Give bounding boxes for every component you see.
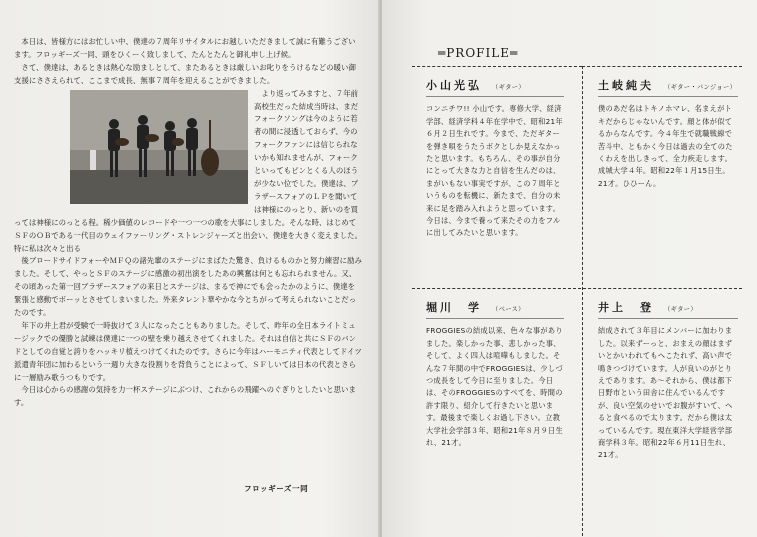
member-bio: コンニチワ!! 小山です。専修大学、経済学部、経済学科４年在学中で、昭和21年６月２日生れです。今まで、ただギターを弾き唄をうたうボクとしか見えなかったと思います。もちろん、その事が自分にとって大きな力と自信を生んだのは、まがいもない事実ですが、この７周年というものを転機に、新たまで、自分の未来に足を踏み入れようと思っています。今日は、今まで養って来たその力をフルに出してみたいと思います。 — [426, 104, 563, 238]
member-profile — [426, 80, 564, 240]
member-bio: 結成されて３年目にメンバーに加わりました。以来ずーっと、おまえの顔はまずいとかいわれてもへこたれず、高い声で鳴きつづけています。人が良いのがとりえであります。あ～それから、僕は都下日野市という田舎に住んでいるんですが、良い空気のせいでお腹がすいて、へると食べるので太ります。だから僕は太っているんです。現在東洋大学経営学部商学科３年。昭和22年６月11日生れ、21才。 — [598, 326, 733, 460]
member-name: 井上 登 — [598, 301, 654, 314]
profile-heading: ═PROFILE═ — [438, 46, 519, 60]
member-role: （ギター・バンジョー） — [664, 84, 737, 91]
band-photo — [70, 90, 248, 204]
member-role: （ギター） — [664, 306, 697, 313]
member-profile — [426, 302, 564, 449]
member-bio: 僕のあだ名はトキノホマレ、名まえがトキだからじゃないんです。顔と体が似てるからなんです。今４年生で就職戦線で苦斗中、ともかく今日は過去の全てのたくわえを出しきって、全力疾走します。成城大学４年。昭和22年１月15日生。21才。ひひーん。 — [598, 104, 733, 188]
right-page — [382, 0, 757, 537]
member-name: 土岐純夫 — [598, 79, 654, 92]
letter-paragraph: 本日は、皆様方にはお忙しい中、僕達の７周年リサイタルにお越しいただきまして誠に有難うございます。フロッギーズ一同、頭をひくーく致しまして、たんとたんと御礼申し上げ候。 — [14, 37, 356, 59]
letter-paragraph: さて、僕達は、あるときは熱心な励ましとして、またあるときは厳しいお叱りをうけるなどの暖い御支援にささえられて、ここまで成長、無事７周年を迎えることができました。 — [14, 62, 356, 85]
divider — [412, 66, 582, 67]
member-name: 小山光弘 — [426, 79, 482, 92]
letter-paragraph: より返ってみますと、７年前高校生だった結成当時は、まだフォークソングは今のように若者の間に浸透しておらず、今のフォークファンには信じられないかも知れませんが、フォークといってもピンとくる人のほうが少ない位でした。僕達は、ブラザースフォアのＬＰを聞いては神様にのっとり、新いのを買っては神様にのっとる程。稀少価値のレコードや一つ一つの歌を大事にしました。そんな時、はじめてＳＦのＯＢである一代目のウェイファーリング・ストレンジャーズと出会い、僕達を大きく変えました。特に私は次々と出る — [14, 88, 363, 253]
member-name: 堀川 学 — [426, 301, 482, 314]
letter-signature: フロッギーズ一同 — [244, 484, 309, 493]
letter-paragraph: 年下の井上君が受験で一時抜けて３人になったこともありました。そして、昨年の全日本ライトミュージックでの優勝と試練は僕達に一つの壁を乗り越えさせてくれました。それは自信と共にＳＦのバンドとしての自覚と誇りをハッキリ植えつけてくれたのです。さらに今年はハーモニティ代表としてドイツ派遣青年団に加わるという一週り大きな役割りを背負うことによって、ＳＦしいては日本の代表とさらに一層励み歌うつもりです。 — [14, 320, 362, 382]
band-photo-image — [70, 90, 248, 204]
greeting-letter — [14, 36, 362, 410]
member-profile — [598, 80, 738, 190]
member-profile — [598, 302, 738, 462]
member-role: （ベース） — [492, 306, 525, 313]
letter-paragraph: 後ブロードサイドフォーやＭＦＱの諸先輩のステージにまばたた驚き、負けるものかと努力練習に励みました。そして、やっとＳＦのステージに感激の初出演をしたあの興奮は何とも忘れられません。又、その頃あった第一回ブラザースフォアの来日とステージは、まるで神にでも会ったかのように、僕達を緊張と感動でボーッとさせてしまいました。外来タレント華やかな今とちがって考えられないことだったのです。 — [14, 256, 362, 318]
divider-vertical — [582, 66, 583, 536]
divider-horizontal — [412, 288, 742, 289]
member-bio: FROGGIESの結成以来、色々な事がありました。楽しかった事、悲しかった事、そして、よく四人は喧嘩もしました。そんな７年間の中でFROGGIESは、少しづつ成長をして今日に至りました。今日は、そのFROGGIESのすべてを、時間の許す限り、紹介して行きたいと思います。最後まで楽しくお過し下さい。立教大学社会学部３年、昭和21年８月９日生れ、21才。 — [426, 326, 564, 448]
letter-paragraph: 今日は心からの感謝の気持を力一杯ステージにぶつけ、これからの飛躍へのぐぎりとしたいと思います。 — [14, 385, 356, 408]
divider — [582, 66, 742, 67]
member-role: （ギター） — [492, 84, 525, 91]
